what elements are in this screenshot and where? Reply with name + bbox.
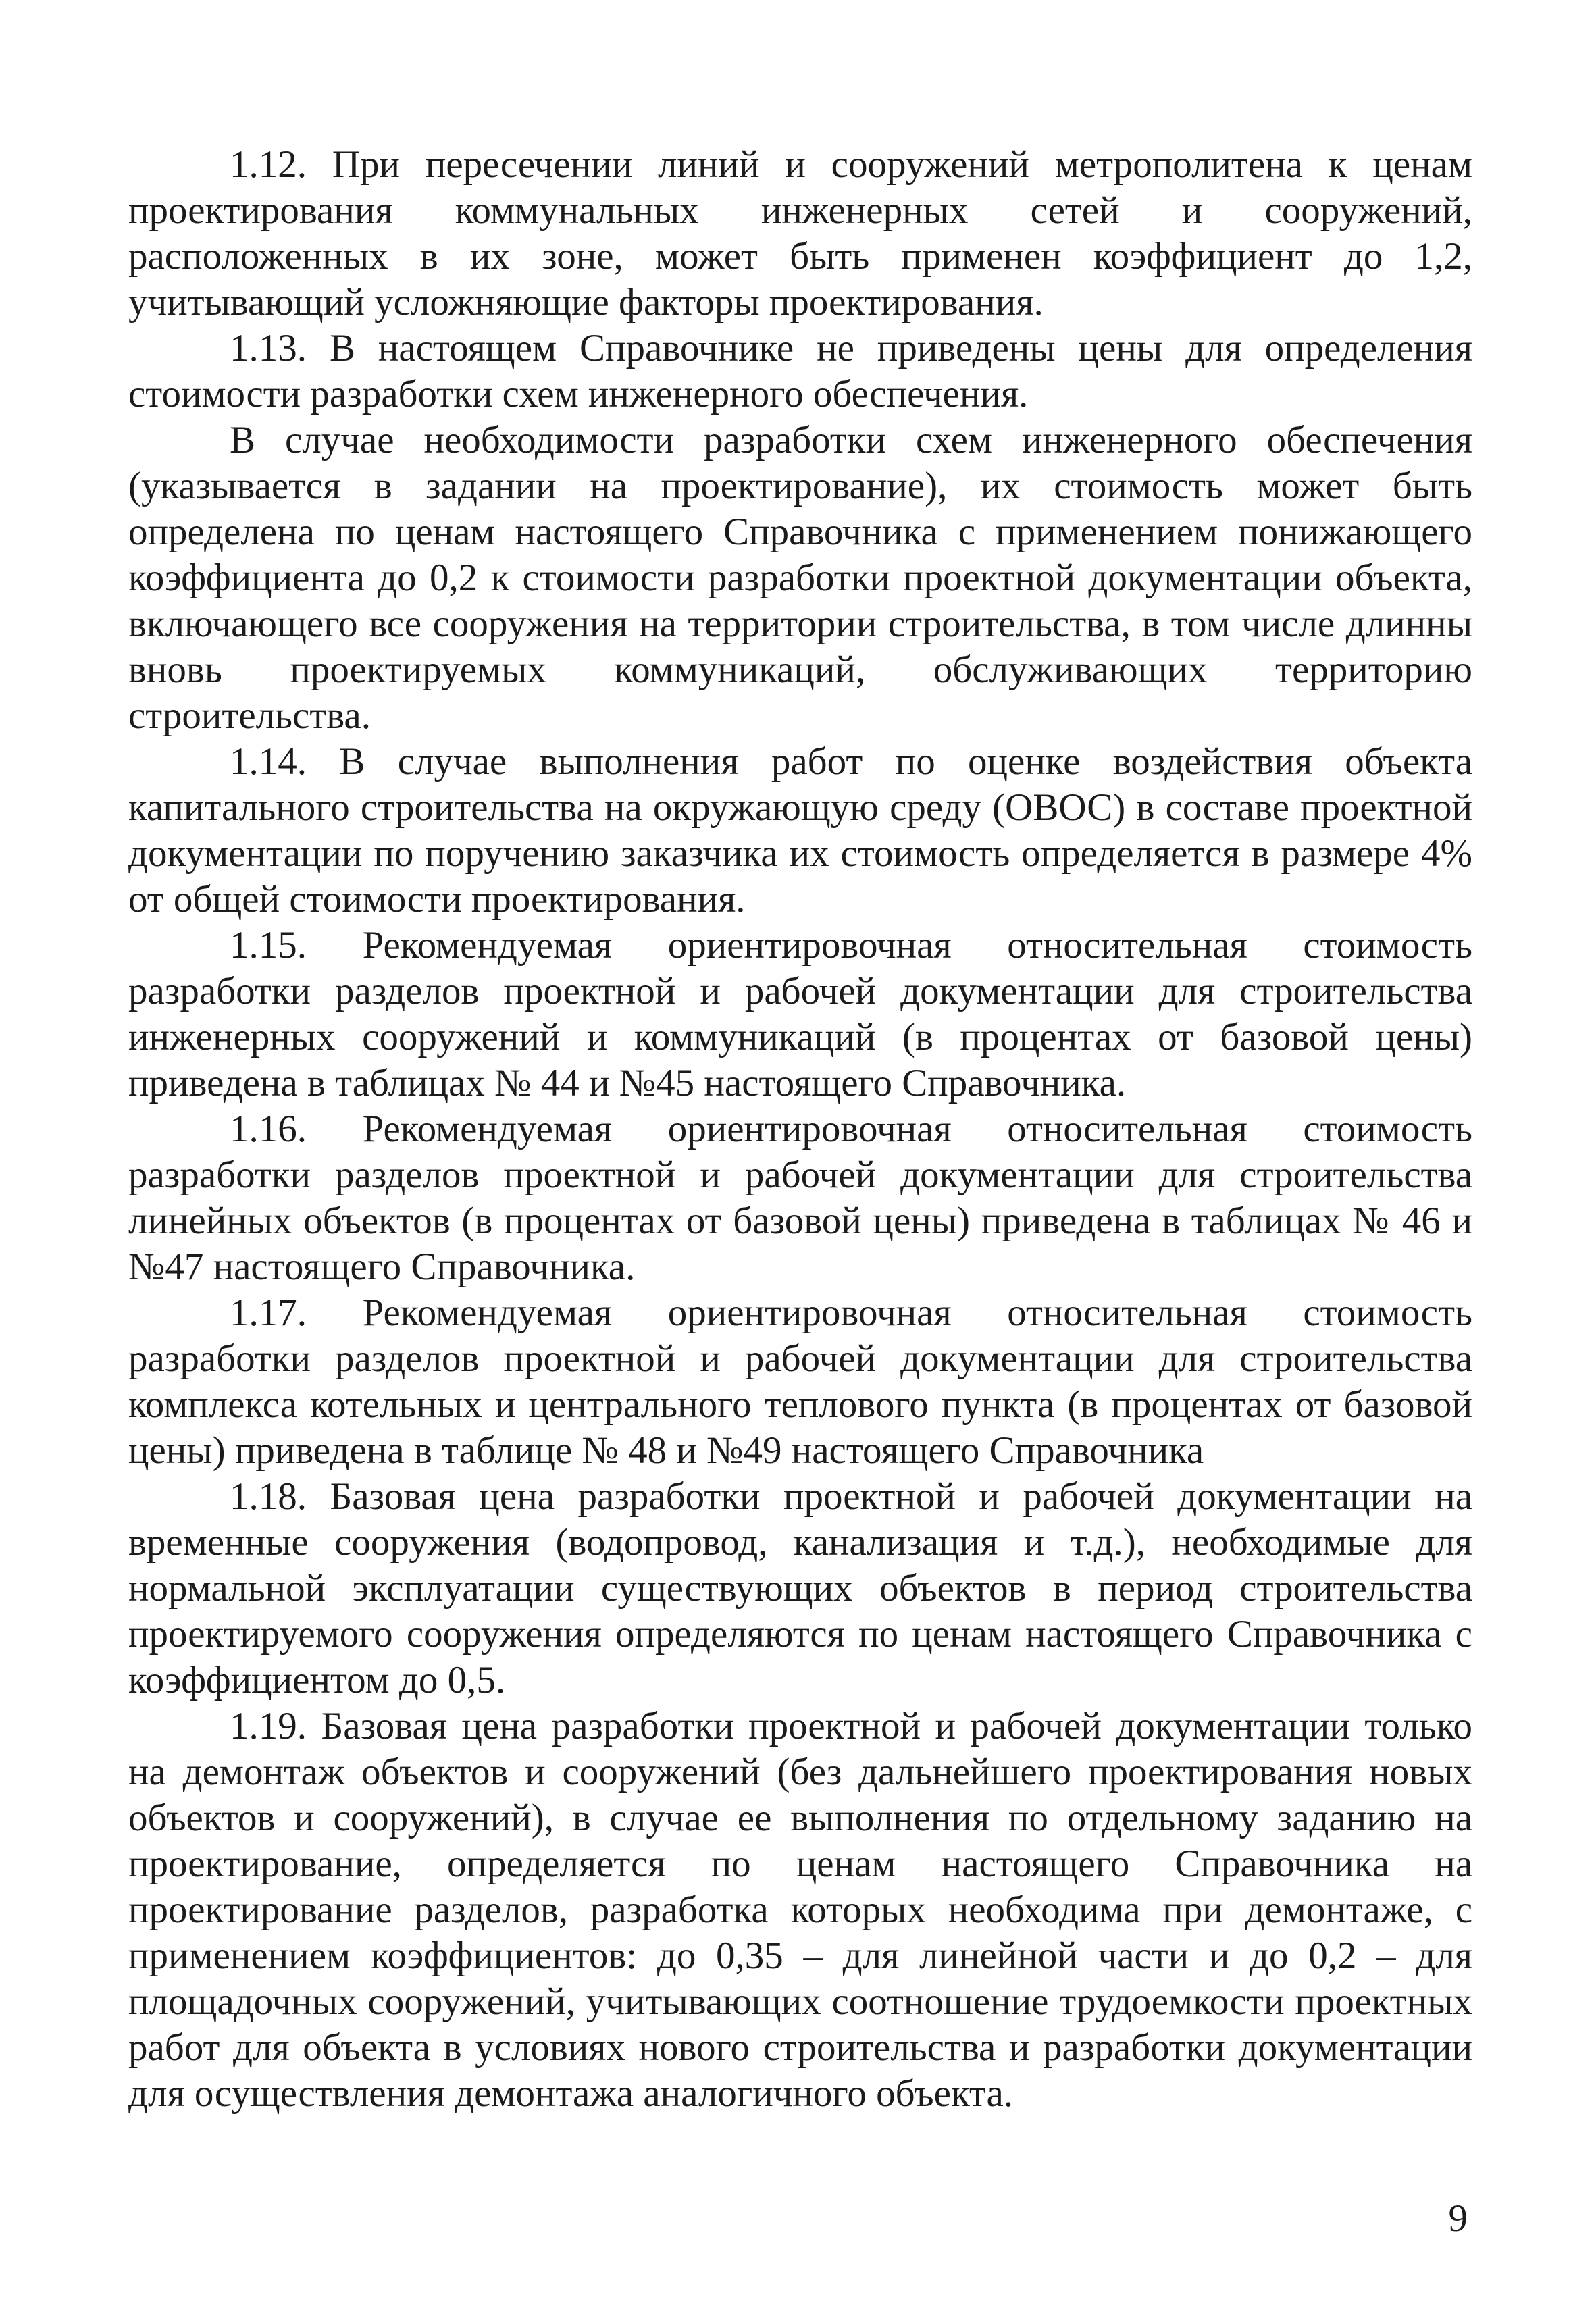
paragraph-1-17: 1.17. Рекомендуемая ориентировочная относительная стоимость разработки разделов проектной и рабочей документации для строительства комплекса котельных и центрального теплового пункта (в процентах от базовой цены) приведена в таблице № 48 и №49 настоящего Справочника — [128, 1291, 1472, 1472]
paragraph-1-16: 1.16. Рекомендуемая ориентировочная относительная стоимость разработки разделов проектной и рабочей документации для строительства линейных объектов (в процентах от базовой цены) приведена в таблицах № 46 и №47 настоящего Справочника. — [128, 1108, 1472, 1288]
paragraph-1-14: 1.14. В случае выполнения работ по оценке воздействия объекта капитального строительства на окружающую среду (ОВОС) в составе проектной документации по поручению заказчика их стоимость определяется в размере 4% от общей стоимости проектирования. — [128, 740, 1472, 921]
paragraph-1-15: 1.15. Рекомендуемая ориентировочная относительная стоимость разработки разделов проектной и рабочей документации для строительства инженерных сооружений и коммуникаций (в процентах от базовой цены) приведена в таблицах № 44 и №45 настоящего Справочника. — [128, 924, 1472, 1104]
paragraph-1-12: 1.12. При пересечении линий и сооружений метрополитена к ценам проектирования коммунальных инженерных сетей и сооружений, расположенных в их зоне, может быть применен коэффициент до 1,2, учитывающий усложняющие факторы проектирования. — [128, 143, 1472, 324]
page-number: 9 — [1448, 2197, 1468, 2240]
paragraph-1-13-cont: В случае необходимости разработки схем инженерного обеспечения (указывается в задании на проектирование), их стоимость может быть определена по ценам настоящего Справочника с применением понижающего коэффициента до 0,2 к стоимости разработки проектной документации объекта, включающего все сооружения на территории строительства, в том числе длинны вновь проектируемых коммуникаций, обслуживающих территорию строительства. — [128, 419, 1472, 737]
paragraph-1-18: 1.18. Базовая цена разработки проектной и рабочей документации на временные сооружения (водопровод, канализация и т.д.), необходимые для нормальной эксплуатации существующих объектов в период строительства проектируемого сооружения определяются по ценам настоящего Справочника с коэффициентом до 0,5. — [128, 1475, 1472, 1701]
body-text — [128, 142, 1472, 2117]
paragraph-1-13: 1.13. В настоящем Справочнике не приведены цены для определения стоимости разработки схем инженерного обеспечения. — [128, 327, 1472, 415]
paragraph-1-19: 1.19. Базовая цена разработки проектной и рабочей документации только на демонтаж объектов и сооружений (без дальнейшего проектирования новых объектов и сооружений), в случае ее выполнения по отдельному заданию на проектирование, определяется по ценам настоящего Справочника на проектирование разделов, разработка которых необходима при демонтаже, с применением коэффициентов: до 0,35 – для линейной части и до 0,2 – для площадочных сооружений, учитывающих соотношение трудоемкости проектных работ для объекта в условиях нового строительства и разработки документации для осуществления демонтажа аналогичного объекта. — [128, 1705, 1472, 2115]
